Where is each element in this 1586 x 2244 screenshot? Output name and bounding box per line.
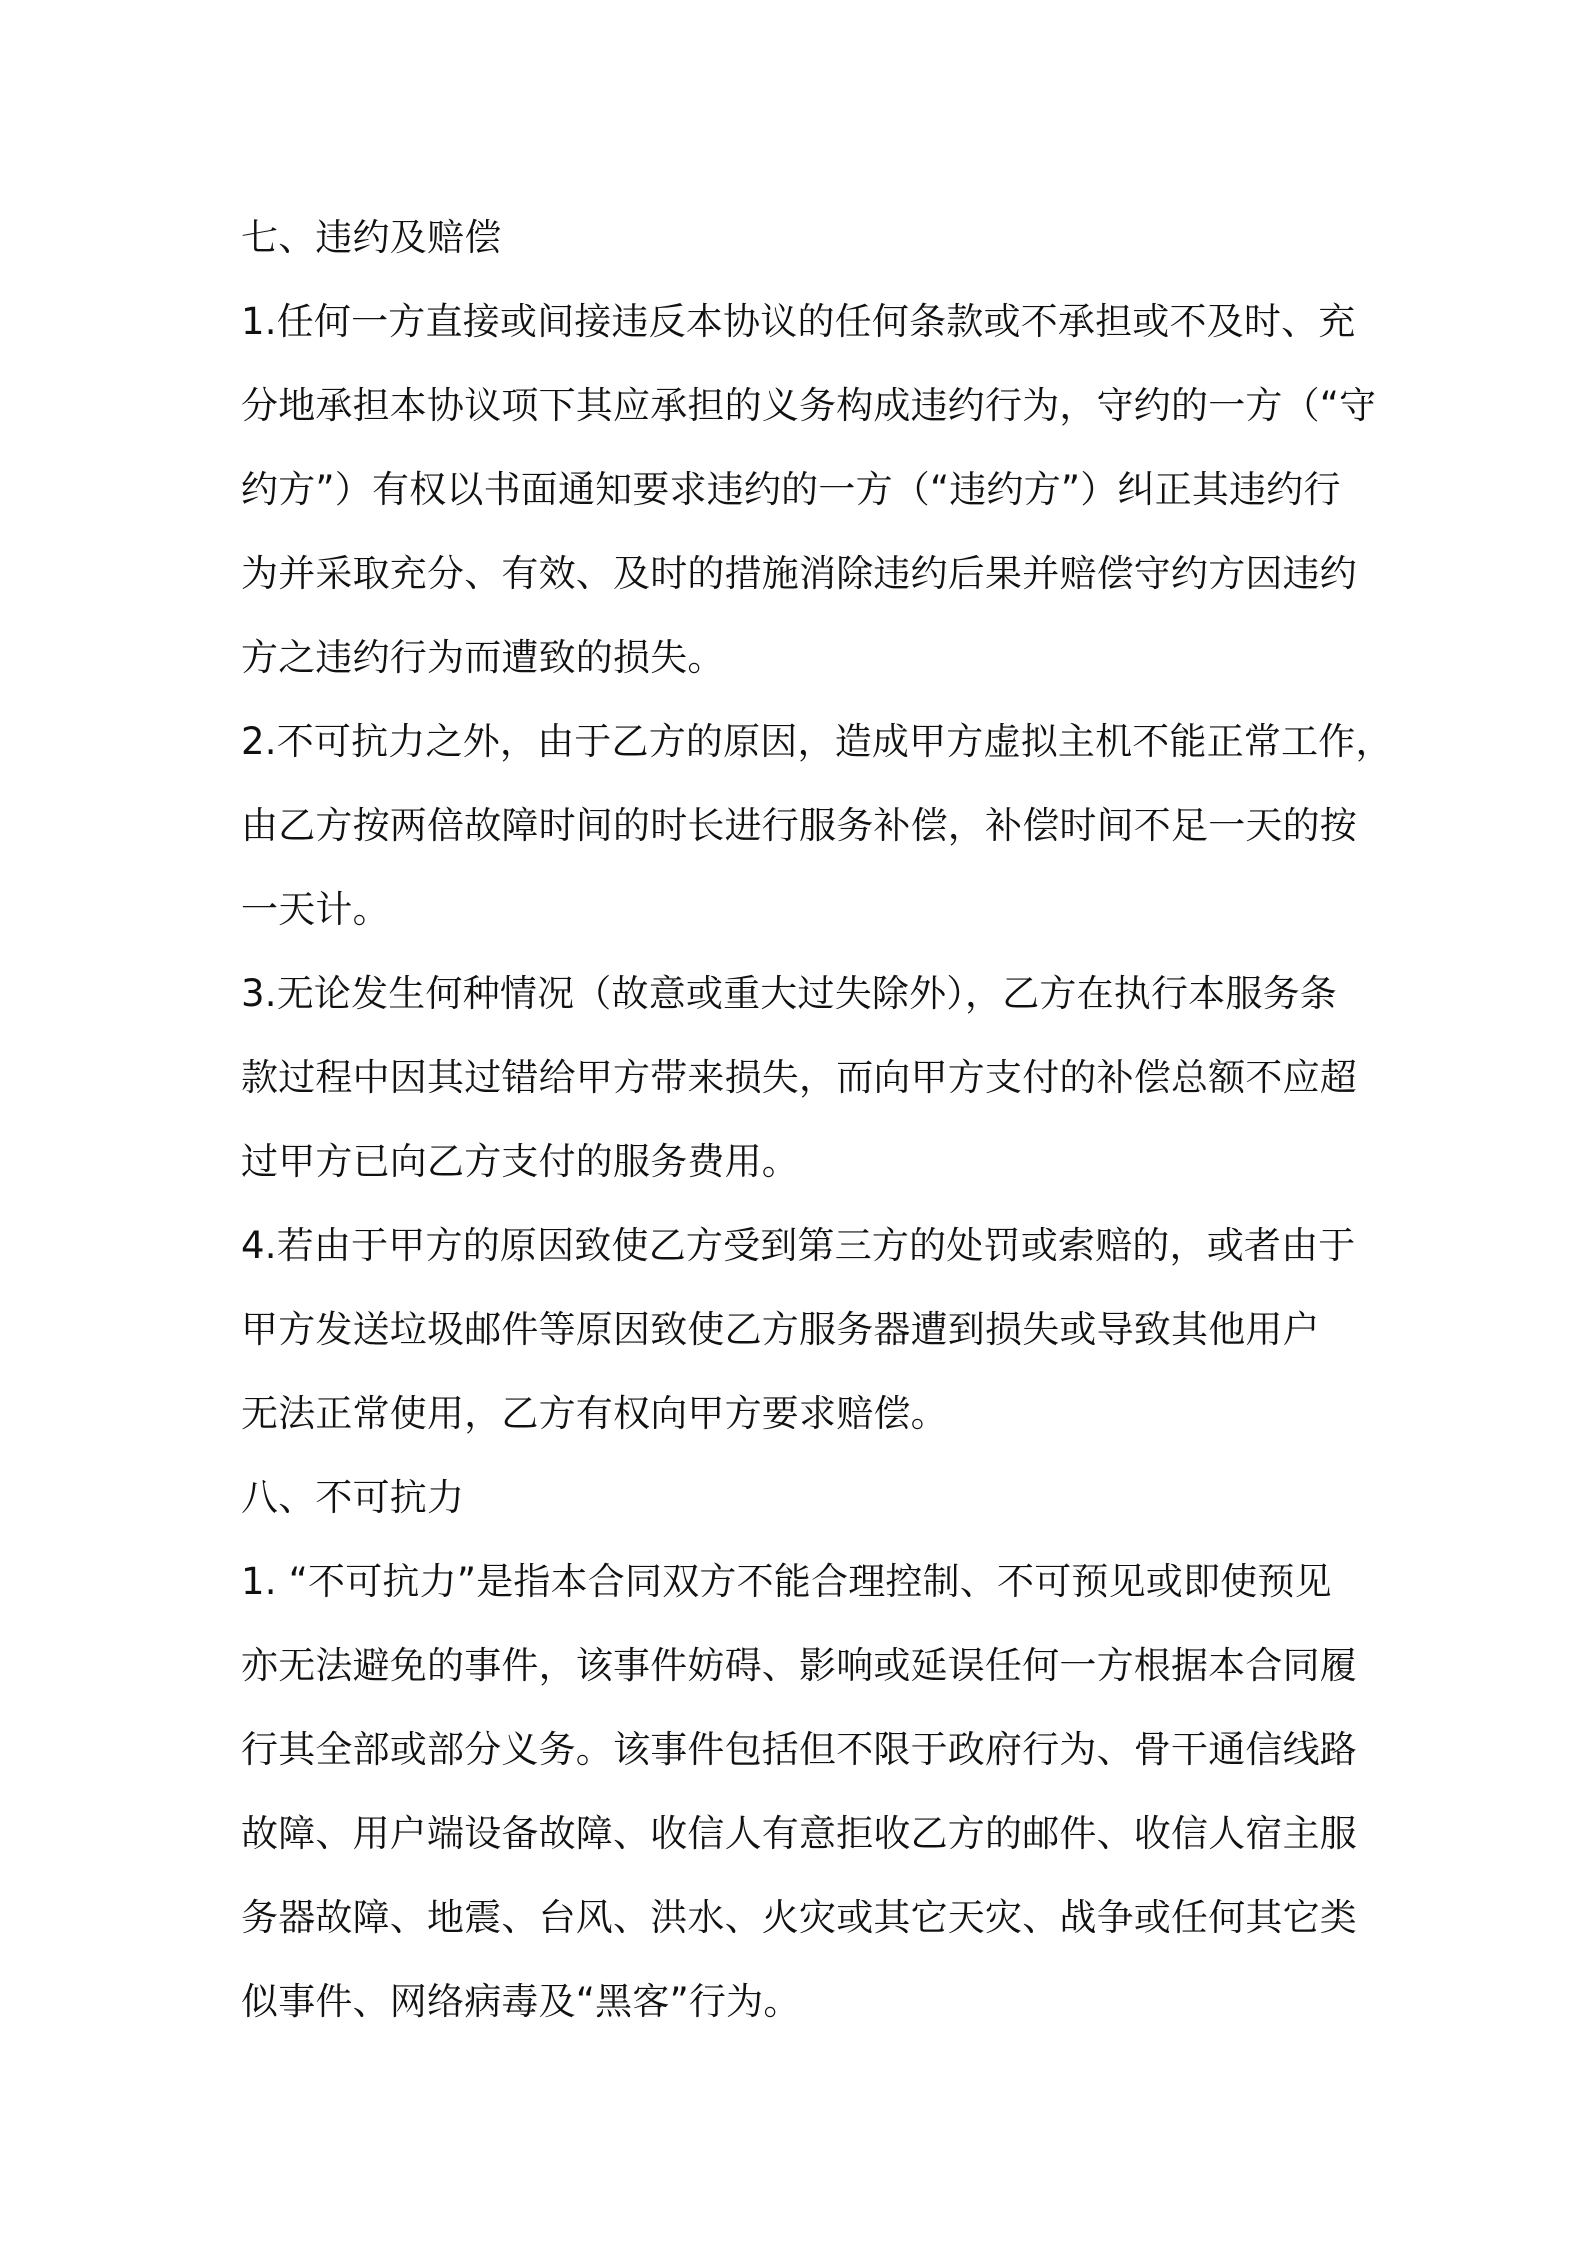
paragraph-line: 款过程中因其过错给甲方带来损失，而向甲方支付的补偿总额不应超 [241, 1056, 1357, 1099]
paragraph-line: 似事件、网络病毒及“黑客”行为。 [241, 1980, 801, 2023]
section-heading-force-majeure: 八、不可抗力 [241, 1476, 465, 1519]
paragraph-line: 行其全部或部分义务。该事件包括但不限于政府行为、骨干通信线路 [241, 1728, 1357, 1771]
paragraph-line: 一天计。 [241, 888, 390, 931]
paragraph-line: 3.无论发生何种情况（故意或重大过失除外），乙方在执行本服务条 [241, 972, 1337, 1015]
paragraph-line: 1. “不可抗力”是指本合同双方不能合理控制、不可预见或即使预见 [241, 1560, 1332, 1603]
paragraph-line: 约方”）有权以书面通知要求违约的一方（“违约方”）纠正其违约行 [241, 468, 1341, 511]
paragraph-line: 务器故障、地震、台风、洪水、火灾或其它天灾、战争或任何其它类 [241, 1896, 1357, 1939]
paragraph-line: 分地承担本协议项下其应承担的义务构成违约行为，守约的一方（“守 [241, 384, 1377, 427]
paragraph-line: 4.若由于甲方的原因致使乙方受到第三方的处罚或索赔的，或者由于 [241, 1224, 1356, 1267]
paragraph-line: 为并采取充分、有效、及时的措施消除违约后果并赔偿守约方因违约 [241, 552, 1357, 595]
paragraph-line: 无法正常使用，乙方有权向甲方要求赔偿。 [241, 1392, 948, 1435]
paragraph-line: 亦无法避免的事件，该事件妨碍、影响或延误任何一方根据本合同履 [241, 1644, 1357, 1687]
section-heading-breach: 七、违约及赔偿 [241, 216, 502, 259]
paragraph-line: 故障、用户端设备故障、收信人有意拒收乙方的邮件、收信人宿主服 [241, 1812, 1357, 1855]
paragraph-line: 过甲方已向乙方支付的服务费用。 [241, 1140, 799, 1183]
paragraph-line: 2.不可抗力之外，由于乙方的原因，造成甲方虚拟主机不能正常工作， [241, 720, 1393, 763]
document-body [241, 196, 1393, 2044]
paragraph-line: 甲方发送垃圾邮件等原因致使乙方服务器遭到损失或导致其他用户 [241, 1308, 1320, 1351]
paragraph-line: 由乙方按两倍故障时间的时长进行服务补偿，补偿时间不足一天的按 [241, 804, 1357, 847]
paragraph-line: 方之违约行为而遭致的损失。 [241, 636, 725, 679]
paragraph-line: 1.任何一方直接或间接违反本协议的任何条款或不承担或不及时、充 [241, 300, 1356, 343]
